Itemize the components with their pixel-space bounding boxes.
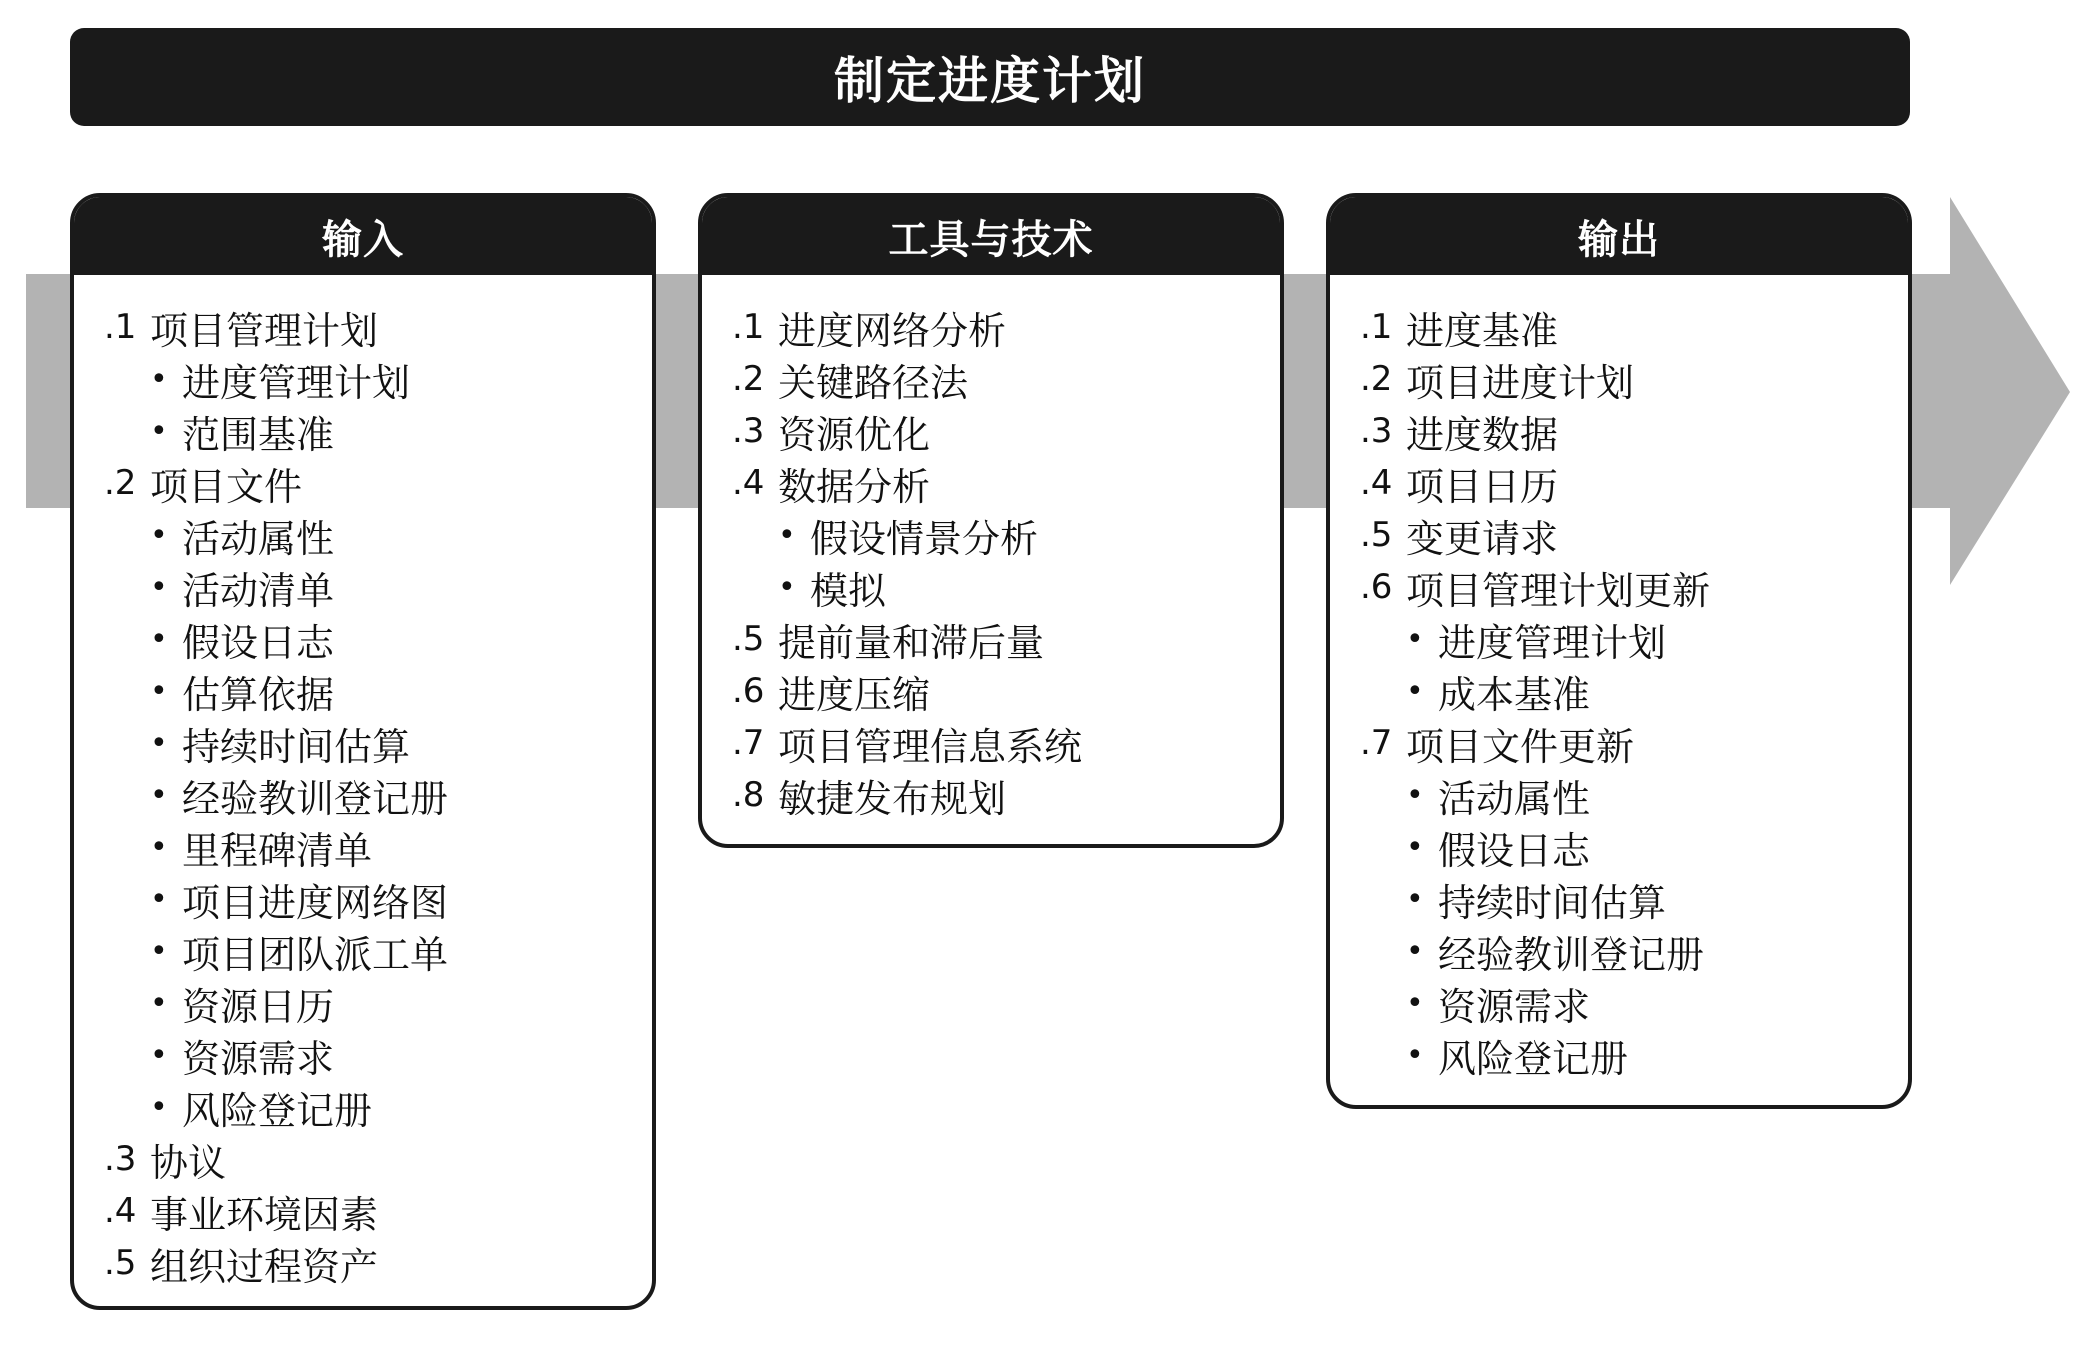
bullet-icon: • bbox=[1406, 673, 1424, 709]
item-number: .1 bbox=[732, 307, 765, 347]
sub-item-label: 经验教训登记册 bbox=[1438, 932, 1705, 977]
sub-item-label: 持续时间估算 bbox=[182, 724, 411, 769]
inputs-sub-item bbox=[104, 509, 652, 561]
item-label: 关键路径法 bbox=[778, 360, 969, 405]
tools-item bbox=[732, 353, 1280, 405]
outputs-item bbox=[1360, 457, 1908, 509]
bullet-icon: • bbox=[150, 829, 168, 865]
item-number: .8 bbox=[732, 775, 765, 815]
bullet-icon: • bbox=[1406, 933, 1424, 969]
outputs-sub-item bbox=[1360, 977, 1908, 1029]
sub-item-label: 活动属性 bbox=[1438, 776, 1591, 821]
inputs-item bbox=[104, 301, 652, 353]
tools-item bbox=[732, 665, 1280, 717]
item-label: 项目日历 bbox=[1406, 464, 1559, 509]
item-number: .3 bbox=[732, 411, 765, 451]
item-label: 协议 bbox=[150, 1140, 227, 1185]
sub-item-label: 进度管理计划 bbox=[1438, 620, 1667, 665]
sub-item-label: 假设日志 bbox=[1438, 828, 1591, 873]
inputs-sub-item bbox=[104, 717, 652, 769]
inputs-item bbox=[104, 457, 652, 509]
sub-item-label: 假设日志 bbox=[182, 620, 335, 665]
item-label: 项目文件 bbox=[150, 464, 303, 509]
sub-item-label: 活动属性 bbox=[182, 516, 335, 561]
bullet-icon: • bbox=[150, 777, 168, 813]
outputs-item bbox=[1360, 561, 1908, 613]
item-number: .2 bbox=[104, 463, 137, 503]
tools-item bbox=[732, 405, 1280, 457]
process-title-bar bbox=[70, 28, 1910, 126]
outputs-item bbox=[1360, 353, 1908, 405]
outputs-sub-item bbox=[1360, 769, 1908, 821]
bullet-icon: • bbox=[150, 621, 168, 657]
item-number: .6 bbox=[1360, 567, 1393, 607]
sub-item-label: 持续时间估算 bbox=[1438, 880, 1667, 925]
inputs-sub-item bbox=[104, 405, 652, 457]
bullet-icon: • bbox=[150, 933, 168, 969]
item-label: 变更请求 bbox=[1406, 516, 1559, 561]
item-label: 资源优化 bbox=[778, 412, 931, 457]
outputs-sub-item bbox=[1360, 1029, 1908, 1081]
inputs-sub-item bbox=[104, 665, 652, 717]
bullet-icon: • bbox=[150, 725, 168, 761]
process-title: 制定进度计划 bbox=[834, 52, 1146, 110]
outputs-item bbox=[1360, 509, 1908, 561]
sub-item-label: 资源需求 bbox=[1438, 984, 1591, 1029]
inputs-item bbox=[104, 1133, 652, 1185]
inputs-panel-header: 输入 bbox=[74, 197, 652, 275]
tools-item bbox=[732, 717, 1280, 769]
bullet-icon: • bbox=[150, 517, 168, 553]
sub-item-label: 里程碑清单 bbox=[182, 828, 373, 873]
bullet-icon: • bbox=[1406, 829, 1424, 865]
bullet-icon: • bbox=[778, 569, 796, 605]
outputs-item bbox=[1360, 405, 1908, 457]
outputs-item bbox=[1360, 301, 1908, 353]
bullet-icon: • bbox=[150, 985, 168, 1021]
sub-item-label: 风险登记册 bbox=[182, 1088, 373, 1133]
tools-panel bbox=[698, 193, 1284, 848]
inputs-item bbox=[104, 1237, 652, 1289]
tools-item bbox=[732, 613, 1280, 665]
item-label: 项目进度计划 bbox=[1406, 360, 1635, 405]
item-number: .2 bbox=[732, 359, 765, 399]
tools-sub-item bbox=[732, 561, 1280, 613]
bullet-icon: • bbox=[150, 881, 168, 917]
sub-item-label: 进度管理计划 bbox=[182, 360, 411, 405]
inputs-sub-item bbox=[104, 561, 652, 613]
item-label: 事业环境因素 bbox=[150, 1192, 379, 1237]
inputs-sub-item bbox=[104, 769, 652, 821]
item-label: 项目文件更新 bbox=[1406, 724, 1635, 769]
outputs-item bbox=[1360, 717, 1908, 769]
item-number: .1 bbox=[104, 307, 137, 347]
bullet-icon: • bbox=[1406, 1037, 1424, 1073]
tools-sub-item bbox=[732, 509, 1280, 561]
inputs-sub-item bbox=[104, 353, 652, 405]
bullet-icon: • bbox=[150, 569, 168, 605]
inputs-sub-item bbox=[104, 977, 652, 1029]
item-label: 数据分析 bbox=[778, 464, 931, 509]
tools-item bbox=[732, 457, 1280, 509]
item-label: 进度基准 bbox=[1406, 308, 1559, 353]
sub-item-label: 活动清单 bbox=[182, 568, 335, 613]
outputs-list bbox=[1330, 275, 1908, 1081]
tools-item bbox=[732, 301, 1280, 353]
outputs-sub-item bbox=[1360, 925, 1908, 977]
sub-item-label: 项目团队派工单 bbox=[182, 932, 449, 977]
bullet-icon: • bbox=[778, 517, 796, 553]
bullet-icon: • bbox=[1406, 985, 1424, 1021]
item-number: .3 bbox=[104, 1139, 137, 1179]
sub-item-label: 假设情景分析 bbox=[810, 516, 1039, 561]
item-label: 项目管理计划 bbox=[150, 308, 379, 353]
sub-item-label: 范围基准 bbox=[182, 412, 335, 457]
inputs-sub-item bbox=[104, 613, 652, 665]
item-number: .6 bbox=[732, 671, 765, 711]
item-number: .3 bbox=[1360, 411, 1393, 451]
inputs-item bbox=[104, 1185, 652, 1237]
outputs-sub-item bbox=[1360, 613, 1908, 665]
item-label: 项目管理计划更新 bbox=[1406, 568, 1711, 613]
inputs-sub-item bbox=[104, 925, 652, 977]
outputs-panel bbox=[1326, 193, 1912, 1109]
tools-item bbox=[732, 769, 1280, 821]
item-label: 敏捷发布规划 bbox=[778, 776, 1007, 821]
item-label: 进度压缩 bbox=[778, 672, 931, 717]
item-number: .7 bbox=[732, 723, 765, 763]
item-label: 组织过程资产 bbox=[150, 1244, 379, 1289]
sub-item-label: 资源需求 bbox=[182, 1036, 335, 1081]
item-number: .4 bbox=[104, 1191, 137, 1231]
bullet-icon: • bbox=[1406, 621, 1424, 657]
tools-list bbox=[702, 275, 1280, 821]
item-label: 进度网络分析 bbox=[778, 308, 1007, 353]
sub-item-label: 资源日历 bbox=[182, 984, 335, 1029]
item-label: 项目管理信息系统 bbox=[778, 724, 1083, 769]
item-number: .5 bbox=[732, 619, 765, 659]
inputs-sub-item bbox=[104, 873, 652, 925]
sub-item-label: 估算依据 bbox=[182, 672, 335, 717]
item-number: .1 bbox=[1360, 307, 1393, 347]
inputs-sub-item bbox=[104, 821, 652, 873]
inputs-panel bbox=[70, 193, 656, 1310]
outputs-sub-item bbox=[1360, 821, 1908, 873]
sub-item-label: 经验教训登记册 bbox=[182, 776, 449, 821]
bullet-icon: • bbox=[150, 1037, 168, 1073]
sub-item-label: 成本基准 bbox=[1438, 672, 1591, 717]
item-label: 提前量和滞后量 bbox=[778, 620, 1045, 665]
inputs-sub-item bbox=[104, 1029, 652, 1081]
outputs-panel-header: 输出 bbox=[1330, 197, 1908, 275]
item-number: .4 bbox=[732, 463, 765, 503]
sub-item-label: 风险登记册 bbox=[1438, 1036, 1629, 1081]
item-number: .5 bbox=[104, 1243, 137, 1283]
tools-panel-header: 工具与技术 bbox=[702, 197, 1280, 275]
bullet-icon: • bbox=[150, 673, 168, 709]
item-number: .7 bbox=[1360, 723, 1393, 763]
outputs-sub-item bbox=[1360, 873, 1908, 925]
bullet-icon: • bbox=[150, 1089, 168, 1125]
outputs-sub-item bbox=[1360, 665, 1908, 717]
item-label: 进度数据 bbox=[1406, 412, 1559, 457]
bullet-icon: • bbox=[1406, 881, 1424, 917]
bullet-icon: • bbox=[150, 361, 168, 397]
item-number: .2 bbox=[1360, 359, 1393, 399]
bullet-icon: • bbox=[150, 413, 168, 449]
inputs-list bbox=[74, 275, 652, 1289]
inputs-sub-item bbox=[104, 1081, 652, 1133]
sub-item-label: 模拟 bbox=[810, 568, 887, 613]
item-number: .4 bbox=[1360, 463, 1393, 503]
sub-item-label: 项目进度网络图 bbox=[182, 880, 449, 925]
item-number: .5 bbox=[1360, 515, 1393, 555]
bullet-icon: • bbox=[1406, 777, 1424, 813]
